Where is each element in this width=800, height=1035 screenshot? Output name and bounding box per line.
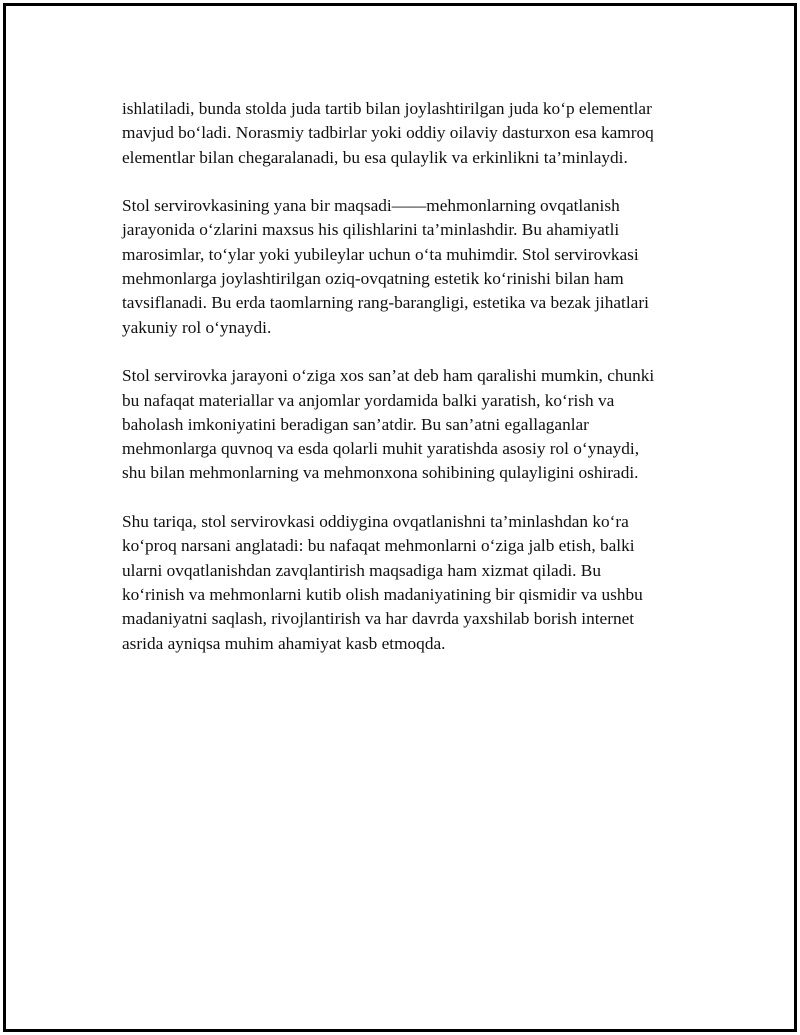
text-line: bu nafaqat materiallar va anjomlar yordamida balki yaratish, ko‘rish va bbox=[122, 390, 615, 410]
paragraph-1 bbox=[122, 97, 702, 170]
text-line: mehmonlarga joylashtirilgan oziq-ovqatning estetik ko‘rinishi bilan ham bbox=[122, 269, 624, 289]
paragraph-3 bbox=[122, 364, 702, 485]
text-line: shu bilan mehmonlarning va mehmonxona sohibining qulayligini oshiradi. bbox=[122, 463, 639, 483]
text-line: madaniyatni saqlash, rivojlantirish va har davrda yaxshilab borish internet bbox=[122, 609, 635, 629]
text-line: ishlatiladi, bunda stolda juda tartib bilan joylashtirilgan juda ko‘p elementlar bbox=[122, 99, 652, 118]
text-line: elementlar bilan chegaralanadi, bu esa qulaylik va erkinlikni ta’minlaydi. bbox=[122, 147, 628, 167]
text-line: mehmonlarga quvnoq va esda qolarli muhit yaratishda asosiy rol o‘ynaydi, bbox=[122, 439, 640, 459]
page-border bbox=[3, 3, 797, 1032]
text-line: baholash imkoniyatini beradigan san’atdir. Bu san’atni egallaganlar bbox=[122, 414, 589, 434]
paragraph-4 bbox=[122, 510, 702, 656]
text-line: Shu tariqa, stol servirovkasi oddiygina ovqatlanishni ta’minlashdan ko‘ra bbox=[122, 512, 629, 532]
text-line: Stol servirovka jarayoni o‘ziga xos san’at deb ham qaralishi mumkin, chunki bbox=[122, 366, 655, 386]
text-line: tavsiflanadi. Bu erda taomlarning rang-barangligi, estetika va bezak jihatlari bbox=[122, 293, 649, 313]
text-line: ularni ovqatlanishdan zavqlantirish maqsadiga ham xizmat qiladi. Bu bbox=[122, 560, 601, 580]
document-body bbox=[122, 97, 702, 680]
text-line: ko‘rinish va mehmonlarni kutib olish madaniyatining bir qismidir va ushbu bbox=[122, 584, 643, 604]
text-line: asrida ayniqsa muhim ahamiyat kasb etmoqda. bbox=[122, 633, 446, 653]
text-line: jarayonida o‘zlarini maxsus his qilishlarini ta’minlashdir. Bu ahamiyatli bbox=[122, 220, 620, 240]
text-line: yakuniy rol o‘ynaydi. bbox=[122, 317, 272, 337]
text-line: ko‘proq narsani anglatadi: bu nafaqat mehmonlarni o‘ziga jalb etish, balki bbox=[122, 536, 635, 556]
paragraph-2 bbox=[122, 194, 702, 340]
text-line: marosimlar, to‘ylar yoki yubileylar uchun o‘ta muhimdir. Stol servirovkasi bbox=[122, 244, 639, 264]
text-line: Stol servirovkasining yana bir maqsadi——mehmonlarning ovqatlanish bbox=[122, 196, 620, 216]
text-line: mavjud bo‘ladi. Norasmiy tadbirlar yoki oddiy oilaviy dasturxon esa kamroq bbox=[122, 123, 654, 143]
